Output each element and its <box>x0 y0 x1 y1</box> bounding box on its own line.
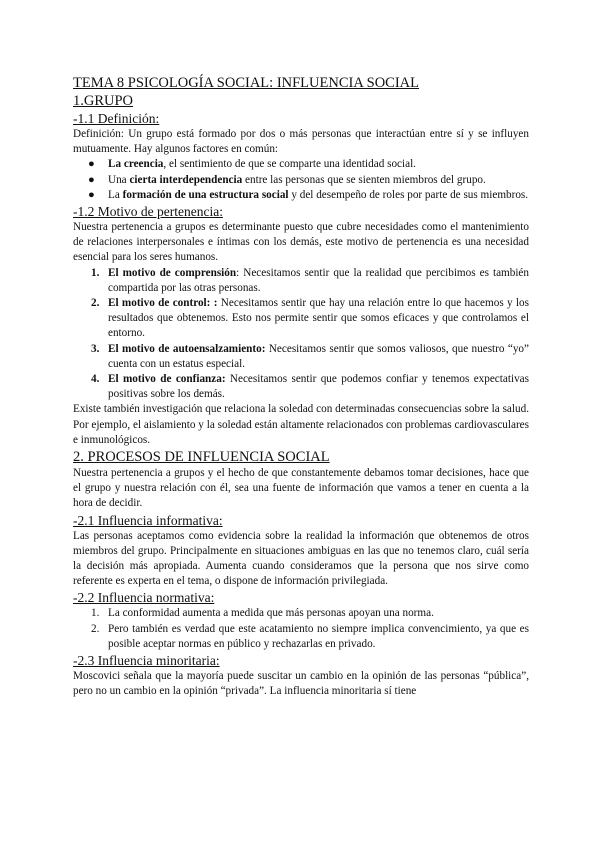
subsection-heading-definicion: -1.1 Definición: <box>73 111 160 126</box>
motivos-list <box>73 266 529 403</box>
subsection-heading-informativa: -2.1 Influencia informativa: <box>73 512 223 528</box>
list-item-text: La conformidad aumenta a medida que más personas apoyan una norma. <box>108 607 434 620</box>
list-item <box>73 173 529 188</box>
list-item-text: Necesitamos sentir que hay una relación entre lo que hacemos y los resultados que obtenemos. Esto nos permite sentir que somos eficaces y que controlamos el entorno. <box>108 297 529 340</box>
list-item-bold: La creencia <box>108 158 164 171</box>
procesos-intro-paragraph: Nuestra pertenencia a grupos y el hecho de que constantemente debamos tomar decisiones, hace que el grupo y nuestra relación con él, sea una fuente de información que vamos a tener en cuenta a la hora de decidir. <box>73 467 529 510</box>
list-number: 2. <box>91 622 100 635</box>
subsection-heading-motivo: -1.2 Motivo de pertenencia: <box>73 204 223 220</box>
list-item <box>73 622 529 652</box>
list-number: 3. <box>91 342 100 355</box>
list-item-bold: El motivo de confianza: <box>108 373 226 386</box>
document-title: TEMA 8 PSICOLOGÍA SOCIAL: INFLUENCIA SOCIAL <box>73 75 420 91</box>
list-item <box>73 372 529 402</box>
list-item <box>73 188 529 203</box>
list-number: 2. <box>91 297 100 310</box>
list-item <box>73 296 529 342</box>
list-item <box>73 157 529 172</box>
list-item-text: Pero también es verdad que este acatamiento no siempre implica convencimiento, ya que es posible aceptar normas en público y rechazarlas en privado. <box>108 622 529 650</box>
subsection-heading-minoritaria: -2.3 Influencia minoritaria: <box>73 653 220 669</box>
list-item-bold: El motivo de comprensión <box>108 266 237 279</box>
list-item-bold: El motivo de control: : <box>108 297 218 310</box>
list-item-text: Necesitamos sentir que somos valiosos, que nuestro “yo” cuenta con un estatus especial. <box>108 342 529 370</box>
subsection-heading-normativa: -2.2 Influencia normativa: <box>73 590 215 606</box>
list-number: 1. <box>91 607 100 620</box>
list-item-text: Necesitamos sentir que podemos confiar y tenemos expectativas positivas sobre los demás. <box>108 373 529 401</box>
list-item-prefix: Una <box>108 173 130 186</box>
bullet-icon: ● <box>88 173 95 186</box>
motivo-paragraph: Nuestra pertenencia a grupos es determinante puesto que cubre necesidades como el mantenimiento de relaciones interpersonales e íntimas con los demás, este motivo de pertenencia es una necesidad esencial para los seres humanos. <box>73 221 529 264</box>
informativa-paragraph: Las personas aceptamos como evidencia sobre la realidad la información que obtenemos de otros miembros del grupo. Principalmente en situaciones ambiguas en las que no tenemos claro, cuál sería la decisión más apropiada. Aumenta cuando consideramos que la persona que nos sirve como referente es experta en el tema, o dispone de información privilegiada. <box>73 529 529 588</box>
normativa-list <box>73 606 529 652</box>
list-number: 1. <box>91 266 100 279</box>
list-item-bold: El motivo de autoensalzamiento: <box>108 342 266 355</box>
list-number: 4. <box>91 373 100 386</box>
list-item-prefix: La <box>108 188 123 201</box>
section-heading-procesos: 2. PROCESOS DE INFLUENCIA SOCIAL <box>73 449 330 466</box>
soledad-paragraph: Existe también investigación que relaciona la soledad con determinadas consecuencias sobre la salud. Por ejemplo, el aislamiento y la soledad están altamente relacionados con problemas cardiovasculares e inmunológicos. <box>73 403 529 446</box>
list-item-bold: cierta interdependencia <box>129 173 243 186</box>
list-item <box>73 606 529 621</box>
definition-paragraph: Definición: Un grupo está formado por dos o más personas que interactúan entre sí y se influyen mutuamente. Hay algunos factores en común: <box>73 128 529 156</box>
section-heading-grupo: 1.GRUPO <box>73 93 134 109</box>
list-item-text: : Necesitamos sentir que la realidad que percibimos es también compartida por las otras personas. <box>108 266 529 294</box>
list-item <box>73 342 529 372</box>
list-item <box>73 266 529 296</box>
list-item-text: entre las personas que se sienten miembros del grupo. <box>242 173 486 186</box>
bullet-icon: ● <box>88 188 95 201</box>
list-item-bold: formación de una estructura social <box>122 188 289 201</box>
minoritaria-paragraph: Moscovici señala que la mayoría puede suscitar un cambio en la opinión de las personas “pública”, pero no un cambio en la opinión “privada”. La influencia minoritaria sí tiene <box>73 670 529 698</box>
list-item-text: y del desempeño de roles por parte de sus miembros. <box>288 188 529 201</box>
document-page <box>73 74 529 700</box>
bullet-icon: ● <box>88 158 95 171</box>
factors-list <box>73 157 529 203</box>
list-item-text: , el sentimiento de que se comparte una identidad social. <box>163 158 416 171</box>
